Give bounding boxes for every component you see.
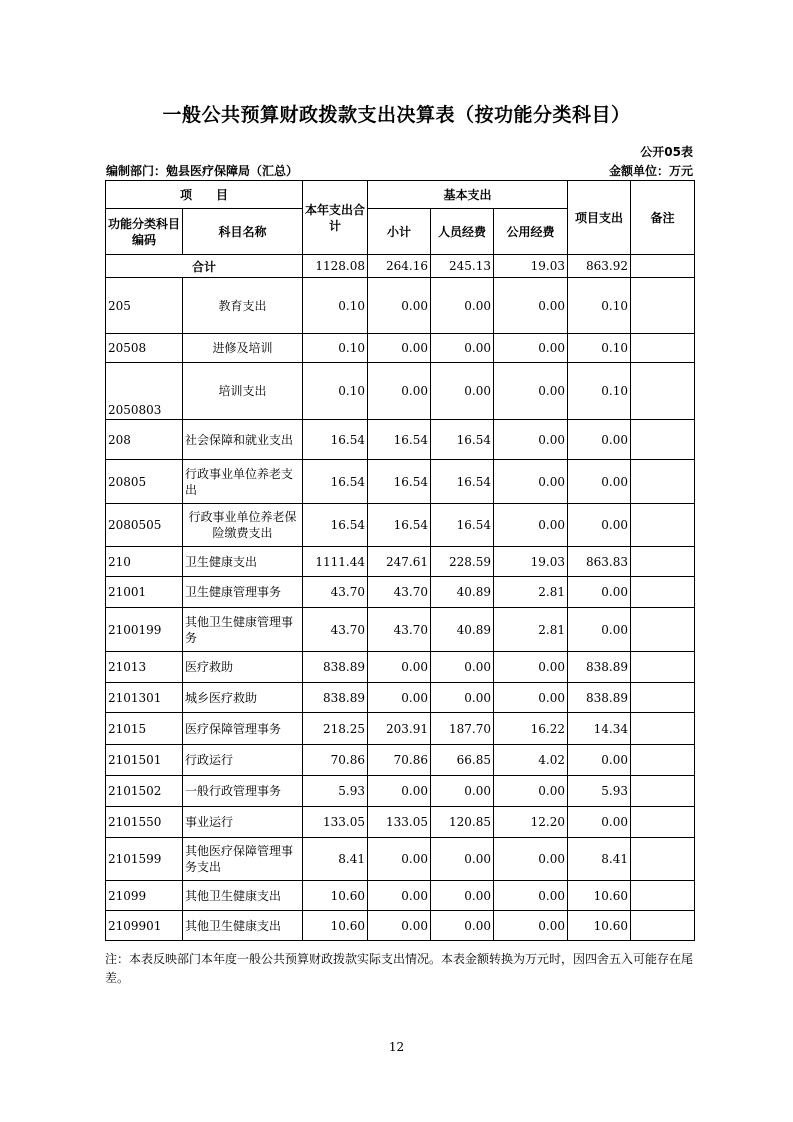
amount-total: 0.10 (303, 278, 368, 334)
amount-subtotal: 43.70 (368, 577, 431, 608)
table-row (106, 881, 695, 911)
amount-personnel: 0.00 (431, 278, 494, 334)
subject-name: 一般行政管理事务 (183, 776, 303, 807)
amount-project: 0.00 (568, 745, 631, 776)
amount-project: 5.93 (568, 776, 631, 807)
subject-code: 2100199 (106, 608, 183, 652)
form-number: 公开05表 (640, 145, 693, 159)
subject-code: 208 (106, 420, 183, 460)
subject-name: 教育支出 (183, 278, 303, 334)
table-row (106, 547, 695, 577)
table-row (106, 460, 695, 504)
remark-cell (631, 334, 695, 363)
amount-personnel: 0.00 (431, 363, 494, 420)
subject-code: 205 (106, 278, 183, 334)
table-row (106, 807, 695, 838)
table-row (106, 608, 695, 652)
amount-public: 16.22 (494, 713, 568, 745)
subject-name: 进修及培训 (183, 334, 303, 363)
amount-total: 16.54 (303, 504, 368, 547)
amount-project: 14.34 (568, 713, 631, 745)
amount-project: 10.60 (568, 911, 631, 941)
amount-project: 863.83 (568, 547, 631, 577)
remark-cell (631, 460, 695, 504)
amount-total: 218.25 (303, 713, 368, 745)
amount-subtotal: 16.54 (368, 460, 431, 504)
amount-public: 0.00 (494, 652, 568, 683)
table-row (106, 776, 695, 807)
page-title: 一般公共预算财政拨款支出决算表（按功能分类科目） (162, 104, 631, 126)
total-row (106, 255, 695, 278)
amount-personnel: 0.00 (431, 881, 494, 911)
subject-code: 2101301 (106, 683, 183, 713)
header-public: 公用经费 (494, 209, 568, 255)
amount-personnel: 0.00 (431, 776, 494, 807)
amount-public: 0.00 (494, 334, 568, 363)
amount-public: 4.02 (494, 745, 568, 776)
amount-project: 0.00 (568, 608, 631, 652)
amount-subtotal: 247.61 (368, 547, 431, 577)
amount-project: 8.41 (568, 838, 631, 881)
amount-project: 0.10 (568, 278, 631, 334)
amount-personnel: 0.00 (431, 838, 494, 881)
amount-project: 10.60 (568, 881, 631, 911)
remark-cell (631, 363, 695, 420)
amount-personnel: 187.70 (431, 713, 494, 745)
subject-code: 2101501 (106, 745, 183, 776)
remark-cell (631, 911, 695, 941)
subject-name: 行政事业单位养老保险缴费支出 (183, 504, 303, 547)
remark-cell (631, 838, 695, 881)
amount-subtotal: 16.54 (368, 504, 431, 547)
subject-name: 其他卫生健康支出 (183, 911, 303, 941)
amount-subtotal: 0.00 (368, 652, 431, 683)
amount-subtotal: 0.00 (368, 776, 431, 807)
amount-public: 0.00 (494, 776, 568, 807)
subject-name: 城乡医疗救助 (183, 683, 303, 713)
table-row (106, 838, 695, 881)
subject-name: 其他卫生健康支出 (183, 881, 303, 911)
amount-total: 838.89 (303, 683, 368, 713)
amount-subtotal: 133.05 (368, 807, 431, 838)
amount-personnel: 0.00 (431, 652, 494, 683)
amount-public: 19.03 (494, 547, 568, 577)
remark-cell (631, 776, 695, 807)
table-row (106, 334, 695, 363)
remark-cell (631, 278, 695, 334)
remark-cell (631, 577, 695, 608)
amount-subtotal: 203.91 (368, 713, 431, 745)
subject-code: 2101550 (106, 807, 183, 838)
subject-name: 其他卫生健康管理事务 (183, 608, 303, 652)
amount-project: 0.10 (568, 363, 631, 420)
amount-total: 8.41 (303, 838, 368, 881)
amount-total: 10.60 (303, 911, 368, 941)
amount-total: 16.54 (303, 420, 368, 460)
remark-cell (631, 652, 695, 683)
amount-subtotal: 16.54 (368, 420, 431, 460)
amount-total: 0.10 (303, 363, 368, 420)
total-total: 1128.08 (303, 255, 368, 278)
subject-code: 20508 (106, 334, 183, 363)
amount-public: 0.00 (494, 460, 568, 504)
amount-total: 838.89 (303, 652, 368, 683)
subject-code: 21001 (106, 577, 183, 608)
amount-subtotal: 0.00 (368, 334, 431, 363)
remark-cell (631, 420, 695, 460)
amount-project: 0.00 (568, 504, 631, 547)
header-total: 本年支出合计 (303, 181, 368, 255)
amount-personnel: 40.89 (431, 608, 494, 652)
table-row (106, 911, 695, 941)
amount-personnel: 120.85 (431, 807, 494, 838)
subject-code: 20805 (106, 460, 183, 504)
header-personnel: 人员经费 (431, 209, 494, 255)
subject-name: 培训支出 (183, 363, 303, 420)
remark-cell (631, 881, 695, 911)
total-subtotal: 264.16 (368, 255, 431, 278)
remark-cell (631, 547, 695, 577)
table-row (106, 713, 695, 745)
subject-code: 2050803 (106, 363, 183, 420)
remark-cell (631, 713, 695, 745)
subject-code: 21015 (106, 713, 183, 745)
table-row (106, 278, 695, 334)
amount-personnel: 40.89 (431, 577, 494, 608)
amount-total: 10.60 (303, 881, 368, 911)
amount-personnel: 16.54 (431, 504, 494, 547)
amount-project: 0.00 (568, 420, 631, 460)
amount-total: 70.86 (303, 745, 368, 776)
remark-cell (631, 807, 695, 838)
header-name: 科目名称 (183, 209, 303, 255)
table-row (106, 652, 695, 683)
amount-project: 0.00 (568, 807, 631, 838)
amount-public: 12.20 (494, 807, 568, 838)
amount-total: 43.70 (303, 577, 368, 608)
subject-code: 2109901 (106, 911, 183, 941)
amount-subtotal: 43.70 (368, 608, 431, 652)
table-row (106, 577, 695, 608)
amount-subtotal: 0.00 (368, 683, 431, 713)
subject-code: 2101502 (106, 776, 183, 807)
amount-total: 43.70 (303, 608, 368, 652)
amount-personnel: 16.54 (431, 460, 494, 504)
amount-subtotal: 0.00 (368, 278, 431, 334)
subject-name: 社会保障和就业支出 (183, 420, 303, 460)
table-row (106, 363, 695, 420)
remark-cell (631, 504, 695, 547)
amount-public: 2.81 (494, 608, 568, 652)
unit-label: 金额单位：万元 (608, 164, 693, 178)
amount-public: 0.00 (494, 278, 568, 334)
header-item: 项 目 (106, 181, 303, 209)
header-subtotal: 小计 (368, 209, 431, 255)
amount-total: 5.93 (303, 776, 368, 807)
amount-total: 1111.44 (303, 547, 368, 577)
amount-personnel: 16.54 (431, 420, 494, 460)
amount-total: 133.05 (303, 807, 368, 838)
amount-personnel: 66.85 (431, 745, 494, 776)
subject-name: 卫生健康支出 (183, 547, 303, 577)
table-row (106, 504, 695, 547)
amount-project: 838.89 (568, 652, 631, 683)
amount-project: 0.00 (568, 577, 631, 608)
subject-name: 其他医疗保障管理事务支出 (183, 838, 303, 881)
subject-name: 医疗救助 (183, 652, 303, 683)
amount-subtotal: 70.86 (368, 745, 431, 776)
subject-code: 21099 (106, 881, 183, 911)
total-personnel: 245.13 (431, 255, 494, 278)
department-label: 编制部门：勉县医疗保障局（汇总） (106, 164, 299, 178)
amount-project: 0.00 (568, 460, 631, 504)
subject-name: 事业运行 (183, 807, 303, 838)
amount-total: 0.10 (303, 334, 368, 363)
amount-total: 16.54 (303, 460, 368, 504)
amount-personnel: 0.00 (431, 683, 494, 713)
amount-subtotal: 0.00 (368, 838, 431, 881)
footnote: 注：本表反映部门本年度一般公共预算财政拨款实际支出情况。本表金额转换为万元时，因四舍五入可能存在尾差。 (105, 952, 694, 985)
subject-name: 医疗保障管理事务 (183, 713, 303, 745)
subject-code: 21013 (106, 652, 183, 683)
remark-cell (631, 683, 695, 713)
amount-public: 0.00 (494, 420, 568, 460)
subject-name: 卫生健康管理事务 (183, 577, 303, 608)
amount-public: 0.00 (494, 683, 568, 713)
amount-subtotal: 0.00 (368, 881, 431, 911)
page-number: 12 (388, 1040, 405, 1054)
total-label: 合计 (106, 255, 303, 278)
table-row (106, 683, 695, 713)
header-project: 项目支出 (568, 181, 631, 255)
table-row (106, 420, 695, 460)
subject-code: 2101599 (106, 838, 183, 881)
remark-cell (631, 608, 695, 652)
amount-project: 838.89 (568, 683, 631, 713)
header-code: 功能分类科目编码 (106, 209, 183, 255)
amount-public: 0.00 (494, 911, 568, 941)
total-public: 19.03 (494, 255, 568, 278)
remark-cell (631, 745, 695, 776)
amount-personnel: 228.59 (431, 547, 494, 577)
amount-public: 0.00 (494, 838, 568, 881)
amount-public: 0.00 (494, 504, 568, 547)
amount-subtotal: 0.00 (368, 911, 431, 941)
subject-name: 行政运行 (183, 745, 303, 776)
amount-subtotal: 0.00 (368, 363, 431, 420)
amount-public: 0.00 (494, 881, 568, 911)
amount-personnel: 0.00 (431, 911, 494, 941)
subject-name: 行政事业单位养老支出 (183, 460, 303, 504)
subject-code: 210 (106, 547, 183, 577)
amount-project: 0.10 (568, 334, 631, 363)
header-remark: 备注 (631, 181, 695, 255)
header-basic: 基本支出 (368, 181, 568, 209)
subject-code: 2080505 (106, 504, 183, 547)
budget-table (105, 180, 695, 941)
total-project: 863.92 (568, 255, 631, 278)
total-remark (631, 255, 695, 278)
amount-public: 2.81 (494, 577, 568, 608)
table-row (106, 745, 695, 776)
amount-personnel: 0.00 (431, 334, 494, 363)
amount-public: 0.00 (494, 363, 568, 420)
